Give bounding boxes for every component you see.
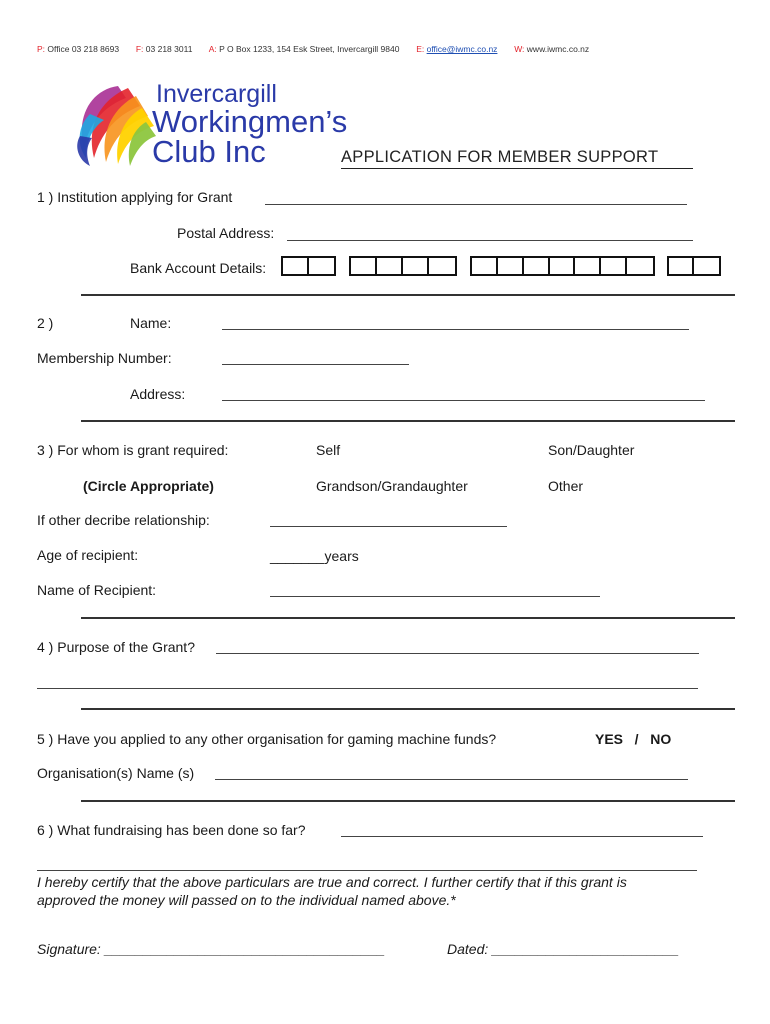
- option-grandchild[interactable]: Grandson/Grandaughter: [316, 478, 468, 494]
- circle-instruction: (Circle Appropriate): [83, 478, 214, 494]
- yes-no-choice[interactable]: YES / NO: [595, 731, 672, 747]
- section-2-number: 2 ): [37, 315, 54, 331]
- certification-text-line-1: I hereby certify that the above particulars are true and correct. I further certify that if this grant is: [37, 874, 627, 890]
- option-self[interactable]: Self: [316, 442, 341, 458]
- relationship-label: If other decribe relationship:: [37, 512, 210, 528]
- bank-number-group-2[interactable]: [349, 256, 457, 276]
- dated-field[interactable]: Dated: ________________________: [447, 941, 680, 957]
- postal-address-field[interactable]: [287, 240, 693, 241]
- bank-number-group-4[interactable]: [667, 256, 721, 276]
- club-logo: [70, 78, 360, 178]
- fundraising-field-line-2[interactable]: [37, 870, 697, 871]
- section-divider: [81, 420, 735, 422]
- logo-line-3: Club Inc: [152, 134, 266, 169]
- certification-text-line-2: approved the money will passed on to the individual named above.*: [37, 892, 456, 908]
- fundraising-field[interactable]: [341, 836, 703, 837]
- purpose-field[interactable]: [216, 653, 699, 654]
- fundraising-question: 6 ) What fundraising has been done so far?: [37, 822, 306, 838]
- section-divider: [81, 294, 735, 296]
- address-label: Address:: [130, 386, 186, 402]
- email-link[interactable]: office@iwmc.co.nz: [426, 44, 498, 54]
- postal-address-label: Postal Address:: [177, 225, 275, 241]
- institution-label: 1 ) Institution applying for Grant: [37, 189, 233, 205]
- other-funding-question: 5 ) Have you applied to any other organisation for gaming machine funds?: [37, 731, 497, 747]
- phone-number: Office 03 218 8693: [47, 44, 120, 54]
- grant-recipient-question: 3 ) For whom is grant required:: [37, 442, 229, 458]
- bank-number-group-1[interactable]: [281, 256, 336, 276]
- signature-field[interactable]: Signature: ____________________________________: [37, 941, 386, 957]
- purpose-field-line-2[interactable]: [37, 688, 698, 689]
- purpose-question: 4 ) Purpose of the Grant?: [37, 639, 195, 655]
- name-label: Name:: [130, 315, 172, 331]
- postal-address: P O Box 1233, 154 Esk Street, Invercargill 9840: [219, 44, 400, 54]
- section-divider: [81, 708, 735, 710]
- name-field[interactable]: [222, 329, 689, 330]
- bank-account-label: Bank Account Details:: [130, 260, 267, 276]
- relationship-field[interactable]: [270, 526, 507, 527]
- institution-field[interactable]: [265, 204, 687, 205]
- recipient-name-label: Name of Recipient:: [37, 582, 157, 598]
- option-son-daughter[interactable]: Son/Daughter: [548, 442, 635, 458]
- section-divider: [81, 617, 735, 619]
- organisation-label: Organisation(s) Name (s): [37, 765, 195, 781]
- option-other[interactable]: Other: [548, 478, 584, 494]
- logo-swirl-icon: [70, 78, 160, 170]
- fax-number: 03 218 3011: [145, 44, 193, 54]
- age-label: Age of recipient:: [37, 547, 139, 563]
- membership-number-label: Membership Number:: [37, 350, 172, 366]
- bank-number-group-3[interactable]: [470, 256, 655, 276]
- recipient-name-field[interactable]: [270, 596, 600, 597]
- address-field[interactable]: [222, 400, 705, 401]
- age-field[interactable]: _______years: [270, 548, 359, 564]
- organisation-field[interactable]: [215, 779, 688, 780]
- contact-header: P: Office 03 218 8693 F: 03 218 3011 A: P O Box 1233, 154 Esk Street, Invercargill 9840 E: office@iwmc.co.nz W: www.iwmc.co.nz: [37, 44, 590, 54]
- website: www.iwmc.co.nz: [526, 44, 590, 54]
- membership-number-field[interactable]: [222, 364, 409, 365]
- form-title: APPLICATION FOR MEMBER SUPPORT: [341, 148, 659, 166]
- title-underline: [341, 168, 693, 169]
- logo-line-1: Invercargill: [156, 80, 277, 108]
- logo-line-2: Workingmen’s: [152, 104, 348, 139]
- section-divider: [81, 800, 735, 802]
